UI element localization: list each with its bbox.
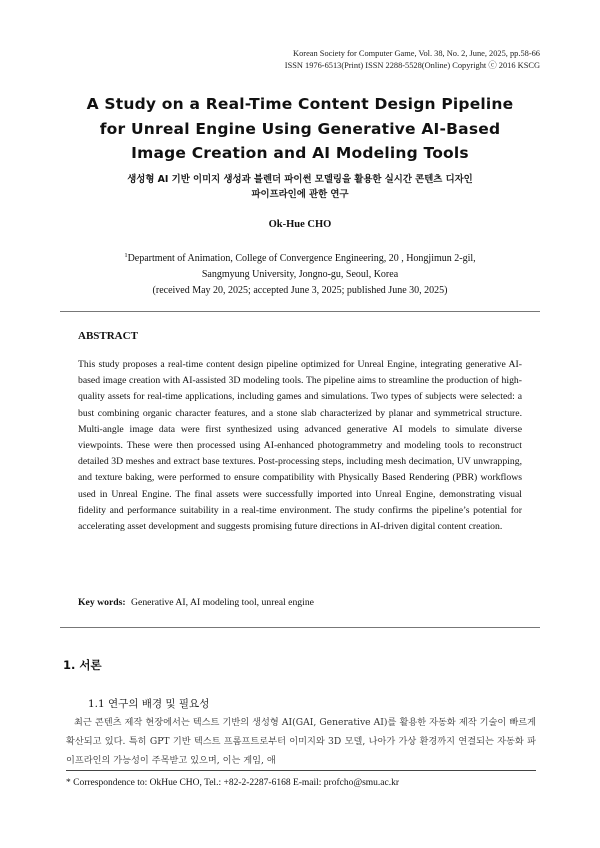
affiliation-marker: 1	[124, 252, 128, 259]
affiliation-line-2: Sangmyung University, Jongno-gu, Seoul, Korea	[201, 269, 399, 280]
paper-title	[40, 92, 560, 166]
affiliation-line-1	[60, 248, 540, 267]
korean-title-line-2: 파이프라인에 관한 연구	[251, 189, 349, 200]
korean-title	[60, 172, 540, 202]
keywords-text: Generative AI, AI modeling tool, unreal engine	[131, 597, 314, 608]
body-paragraph: 최근 콘텐츠 제작 현장에서는 텍스트 기반의 생성형 AI(GAI, Generative AI)를 활용한 자동화 제작 기술이 빠르게 확산되고 있다. 특히 GPT 기반 텍스트 프롬프트로부터 이미지와 3D 모델, 나아가 가상 환경까지 연결되는 자동화 파이프라인의 가능성이 주목받고 있으며, 이는 게임, 애	[66, 717, 536, 766]
keywords	[78, 597, 522, 608]
abstract-text: This study proposes a real-time content design pipeline optimized for Unreal Engine, integrating generative AI-based image creation with AI-assisted 3D modeling tools. The pipeline aims to streamline the production of high-quality assets for real-time applications, including games and simulations. Two types of subjects were selected: a bust combining organic character features, and a stone slab characterized by planar and symmetrical structure. Multi-angle image data were first synthesized using advanced generative AI models to simulate diverse viewpoints. These were then processed using AI-enhanced photogrammetry and modeling tools to reconstruct detailed 3D meshes and extract base textures. Post-processing steps, including mesh decimation, UV unwrapping, and texture baking, were performed to ensure compatibility with Physically Based Rendering (PBR) workflows used in Unreal Engine. The final assets were successfully imported into Unreal Engine, demonstrating visual fidelity and performance suitability in a real-time environment. The study confirms the pipeline’s potential for accelerating asset development and suggests promising future directions in AI-driven digital content creation.	[78, 359, 522, 533]
footnote-divider	[66, 770, 536, 771]
title-line-1: A Study on a Real-Time Content Design Pipeline	[86, 95, 514, 113]
abstract-bottom-divider	[60, 627, 540, 628]
korean-title-line-1: 생성형 AI 기반 이미지 생성과 블렌더 파이썬 모델링을 활용한 실시간 콘텐츠 디자인	[127, 174, 473, 185]
affiliation-department: Department of Animation, College of Convergence Engineering, 20 , Hongjimun 2-gil,	[127, 253, 476, 264]
journal-issn: ISSN 1976-6513(Print) ISSN 2288-5528(Online) Copyright ⓒ 2016 KSCG	[284, 61, 540, 70]
subsection-heading-background: 1.1 연구의 배경 및 필요성	[88, 698, 210, 710]
journal-header	[120, 48, 540, 72]
abstract-heading: ABSTRACT	[78, 330, 138, 342]
abstract-top-divider	[60, 311, 540, 312]
correspondence-footnote: * Correspondence to: OkHue CHO, Tel.: +82-2-2287-6168 E-mail: profcho@smu.ac.kr	[66, 778, 400, 788]
section-heading-intro: 1. 서론	[63, 658, 102, 672]
publication-dates: (received May 20, 2025; accepted June 3, 2025; published June 30, 2025)	[152, 285, 448, 296]
title-line-2: for Unreal Engine Using Generative AI-Based	[99, 119, 501, 138]
keywords-label: Key words:	[78, 597, 126, 608]
author-name: Ok-Hue CHO	[268, 219, 332, 230]
affiliation	[60, 248, 540, 299]
journal-citation: Korean Society for Computer Game, Vol. 38, No. 2, June, 2025, pp.58-66	[293, 49, 540, 58]
title-line-3: Image Creation and AI Modeling Tools	[131, 144, 469, 162]
